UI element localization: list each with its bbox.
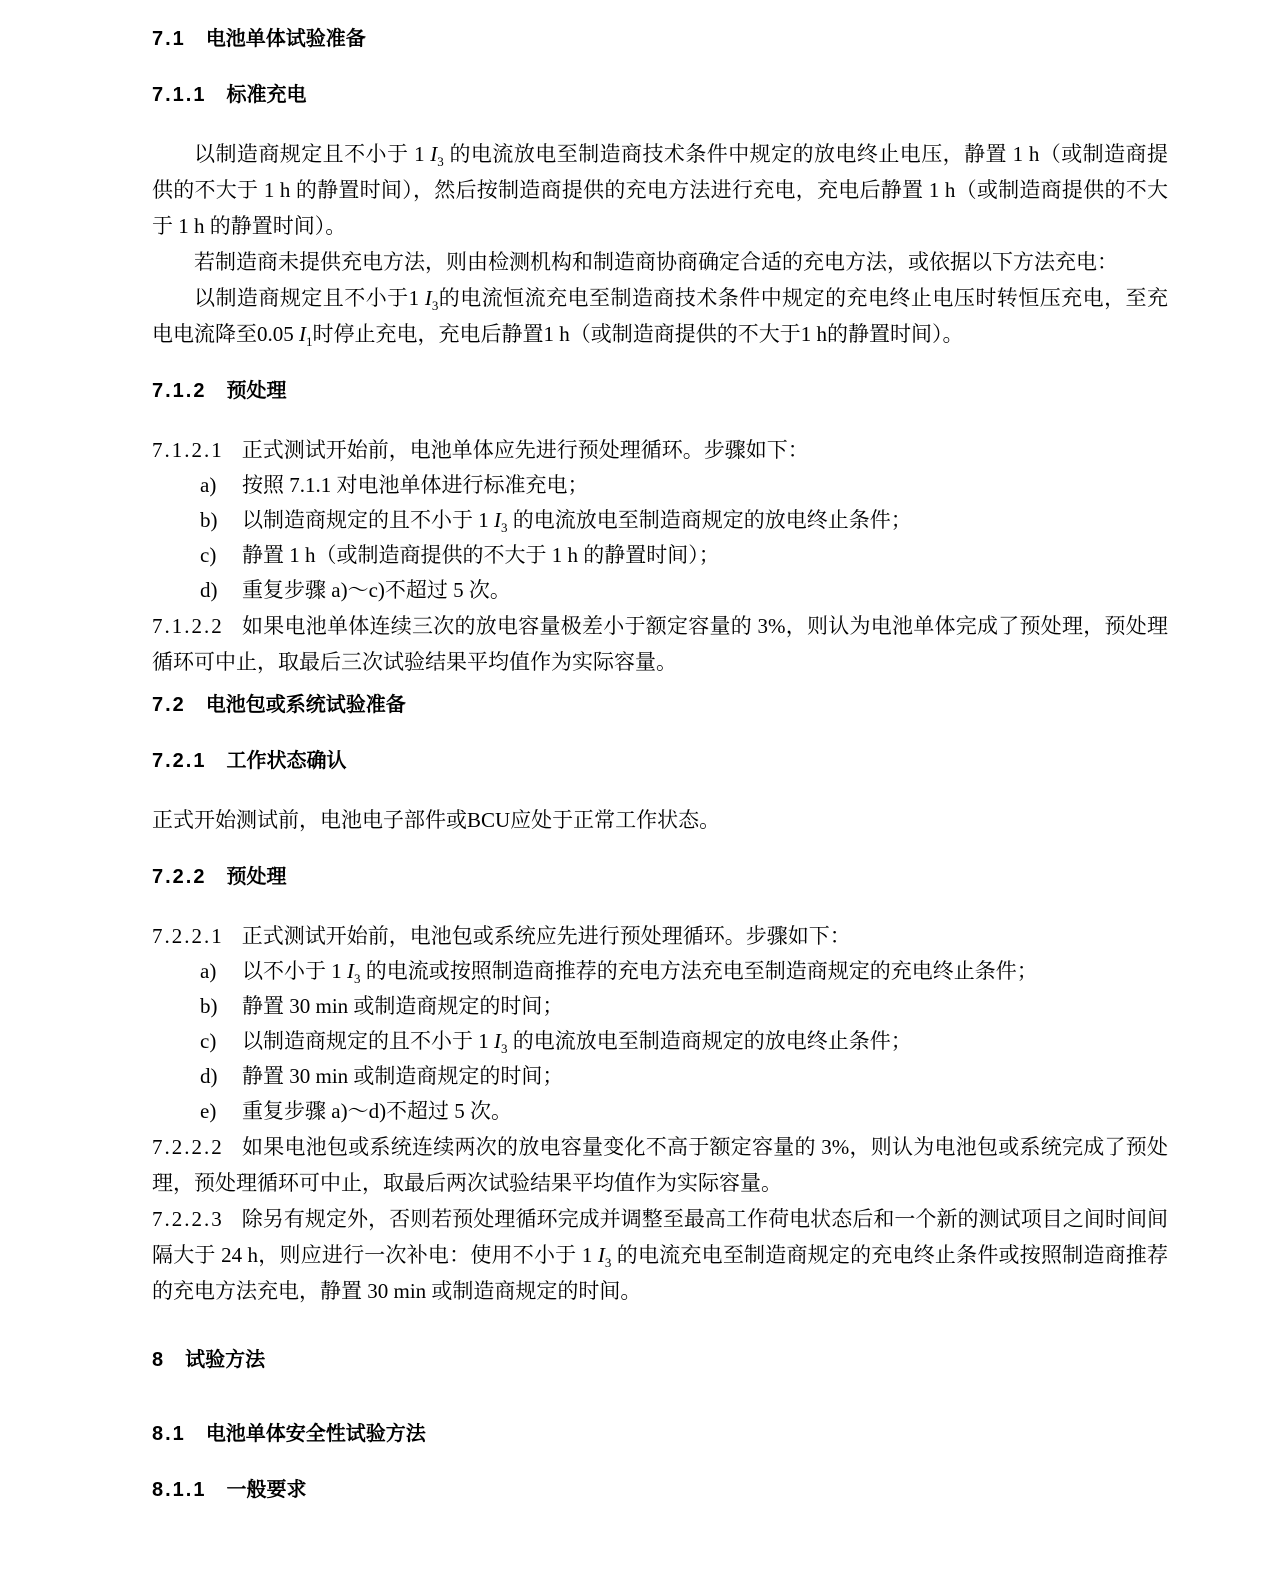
heading-title: 工作状态确认 (226, 750, 347, 772)
heading-number: 7.1 (152, 28, 186, 50)
clause-number: 7.1.2.1 (152, 438, 224, 462)
text-run: 除另有规定外，否则若预处理循环完成并调整至最高工作荷电状态后和一个新的测试项目之间时间间隔大于 24 h，则应进行一次补电：使用不小于 1 (152, 1207, 1168, 1267)
math-subscript: 3 (501, 520, 508, 536)
heading-title: 一般要求 (226, 1479, 307, 1501)
list-item-a (152, 468, 1168, 503)
text-run: 的电流或按照制造商推荐的充电方法充电至制造商规定的充电终止条件； (360, 959, 1038, 983)
paragraph (152, 244, 1168, 280)
math-symbol: I (299, 322, 306, 346)
list-item-label: d) (200, 1064, 218, 1088)
math-symbol: I (597, 1243, 605, 1267)
math-symbol: I (430, 142, 438, 166)
heading-title: 试验方法 (185, 1349, 266, 1371)
heading-number: 8.1 (152, 1423, 186, 1445)
list-item-text (242, 1059, 1168, 1094)
list-item-c (152, 538, 1168, 573)
math-symbol: I (347, 959, 354, 983)
math-subscript: 3 (431, 298, 439, 314)
list-item-label: a) (200, 959, 217, 983)
clause-number: 7.1.2.2 (152, 614, 224, 638)
list-item-label: c) (200, 1029, 217, 1053)
list-item-text (242, 989, 1168, 1024)
heading-7-2 (152, 690, 1168, 720)
heading-number: 8 (152, 1349, 166, 1371)
text-run: 以制造商规定的且不小于 1 (242, 1029, 494, 1053)
list-item-e (152, 1094, 1168, 1129)
list-item-b (152, 989, 1168, 1024)
list-item-text (242, 468, 1168, 503)
list-item-label: a) (200, 473, 217, 497)
math-symbol: I (494, 1029, 501, 1053)
heading-title: 电池单体安全性试验方法 (205, 1423, 426, 1445)
text-run: 的电流放电至制造商规定的放电终止条件； (507, 508, 912, 532)
list-item-text (242, 1094, 1168, 1129)
list-item-label: e) (200, 1099, 217, 1123)
list-item-d (152, 1059, 1168, 1094)
heading-8-1-1 (152, 1475, 1168, 1505)
math-subscript: 3 (437, 154, 444, 170)
math-subscript: 3 (354, 971, 361, 987)
clause-paragraph-7-2-2-3 (152, 1201, 1168, 1309)
heading-title: 电池单体试验准备 (205, 28, 366, 50)
list-item-c (152, 1024, 1168, 1059)
text-run: 正式测试开始前，电池包或系统应先进行预处理循环。步骤如下： (241, 924, 851, 948)
list-item-text (242, 538, 1168, 573)
paragraph (152, 280, 1168, 352)
heading-number: 7.1.2 (152, 380, 207, 402)
list-item-label: b) (200, 994, 218, 1018)
clause-paragraph-7-2-2-2 (152, 1129, 1168, 1201)
clause-number: 7.2.2.2 (152, 1135, 224, 1159)
paragraph (152, 136, 1168, 244)
text-run: 静置 1 h（或制造商提供的不大于 1 h 的静置时间）； (242, 543, 720, 567)
heading-7-1-1 (152, 80, 1168, 110)
math-symbol: I (494, 508, 501, 532)
text-run: 的电流恒流充电至制造商技术条件中规定的充电终止电压时转恒压充电，至充电电流降至0.05 (152, 286, 1169, 346)
heading-title: 标准充电 (226, 84, 307, 106)
text-run: 以制造商规定且不小于 1 (194, 142, 431, 166)
clause-paragraph-7-1-2-2 (152, 608, 1168, 680)
text-run: 的电流充电至制造商规定的充电终止条件或按照制造商推荐的充电方法充电，静置 30 min 或制造商规定的时间。 (152, 1243, 1168, 1303)
list-item-label: d) (200, 578, 218, 602)
math-subscript: 1 (306, 334, 313, 350)
clause-paragraph-7-1-2-1 (152, 432, 1168, 468)
heading-7-2-1 (152, 746, 1168, 776)
text-run: 若制造商未提供充电方法，则由检测机构和制造商协商确定合适的充电方法，或依据以下方法充电： (194, 250, 1118, 274)
clause-number: 7.2.2.1 (152, 924, 224, 948)
list-item-label: c) (200, 543, 217, 567)
text-run: 以不小于 1 (242, 959, 347, 983)
list-item-d (152, 573, 1168, 608)
heading-title: 预处理 (226, 866, 287, 888)
text-run: 以制造商规定且不小于1 (194, 286, 425, 310)
heading-8-1 (152, 1419, 1168, 1449)
list-item-text (242, 503, 1168, 538)
text-run: 静置 30 min 或制造商规定的时间； (242, 994, 564, 1018)
paragraph (152, 802, 1168, 838)
heading-number: 7.2.1 (152, 750, 207, 772)
text-run: 正式开始测试前，电池电子部件或BCU应处于正常工作状态。 (152, 808, 721, 832)
clause-number: 7.2.2.3 (152, 1207, 224, 1231)
list-item-text (242, 1024, 1168, 1059)
heading-number: 7.2.2 (152, 866, 207, 888)
list-item-a (152, 954, 1168, 989)
text-run: 重复步骤 a)～c)不超过 5 次。 (242, 578, 511, 602)
heading-number: 7.2 (152, 694, 186, 716)
heading-7-1 (152, 24, 1168, 54)
math-symbol: I (424, 286, 432, 310)
text-run: 时停止充电，充电后静置1 h（或制造商提供的不大于1 h的静置时间）。 (312, 322, 964, 346)
heading-7-1-2 (152, 376, 1168, 406)
text-run: 以制造商规定的且不小于 1 (242, 508, 494, 532)
text-run: 静置 30 min 或制造商规定的时间； (242, 1064, 564, 1088)
text-run: 的电流放电至制造商技术条件中规定的放电终止电压，静置 1 h（或制造商提供的不大于 1 h 的静置时间），然后按制造商提供的充电方法进行充电，充电后静置 1 h（或制造商提供的不大于 1 h 的静置时间）。 (152, 142, 1168, 238)
heading-title: 预处理 (226, 380, 287, 402)
list-item-label: b) (200, 508, 218, 532)
list-item-b (152, 503, 1168, 538)
heading-number: 7.1.1 (152, 84, 207, 106)
heading-7-2-2 (152, 862, 1168, 892)
text-run: 正式测试开始前，电池单体应先进行预处理循环。步骤如下： (241, 438, 809, 462)
text-run: 如果电池单体连续三次的放电容量极差小于额定容量的 3%，则认为电池单体完成了预处理，预处理循环可中止，取最后三次试验结果平均值作为实际容量。 (152, 614, 1168, 674)
list-item-text (242, 573, 1168, 608)
heading-8 (152, 1345, 1168, 1375)
text-run: 如果电池包或系统连续两次的放电容量变化不高于额定容量的 3%，则认为电池包或系统完成了预处理，预处理循环可中止，取最后两次试验结果平均值作为实际容量。 (152, 1135, 1168, 1195)
text-run: 重复步骤 a)～d)不超过 5 次。 (242, 1099, 513, 1123)
math-subscript: 3 (501, 1041, 508, 1057)
list-item-text (242, 954, 1168, 989)
heading-title: 电池包或系统试验准备 (205, 694, 406, 716)
heading-number: 8.1.1 (152, 1479, 207, 1501)
text-run: 按照 7.1.1 对电池单体进行标准充电； (242, 473, 589, 497)
clause-paragraph-7-2-2-1 (152, 918, 1168, 954)
text-run: 的电流放电至制造商规定的放电终止条件； (507, 1029, 912, 1053)
math-subscript: 3 (604, 1255, 612, 1271)
